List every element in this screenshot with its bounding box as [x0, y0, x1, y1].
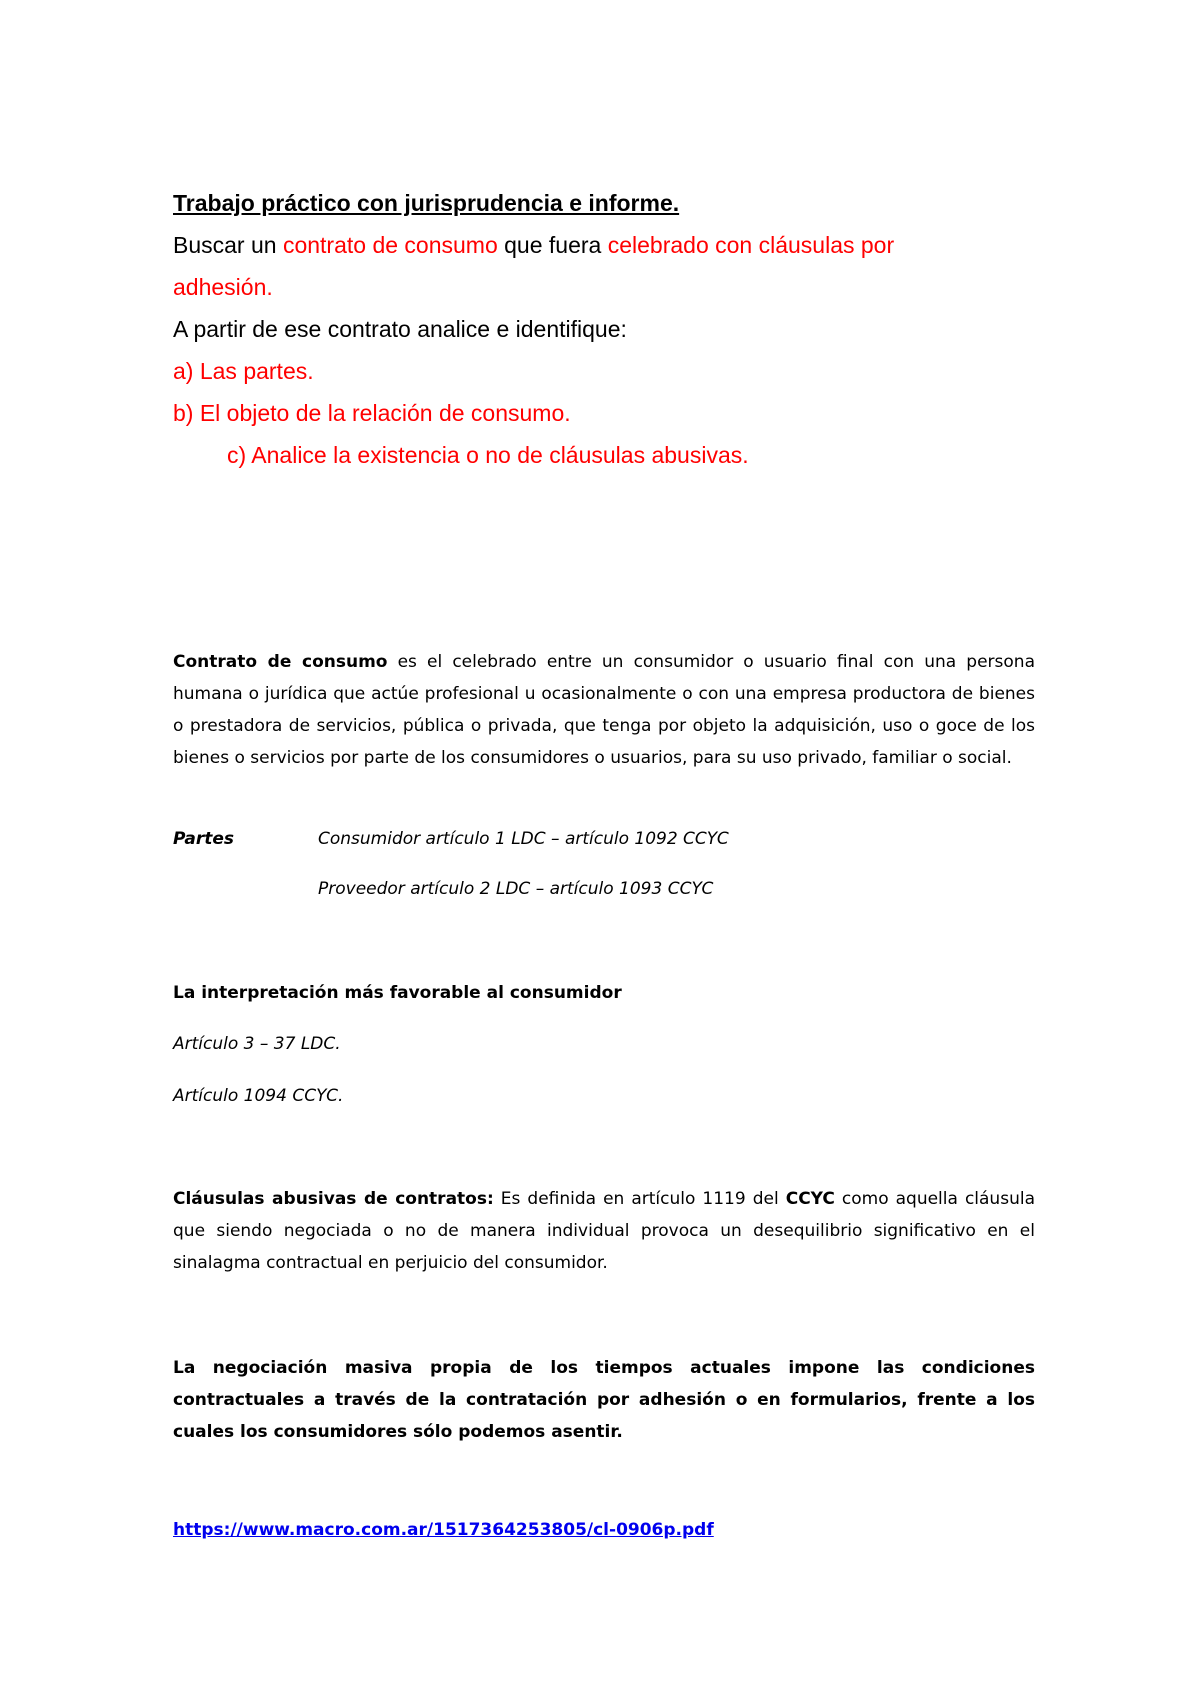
pdf-link[interactable]: https://www.macro.com.ar/1517364253805/cl-0906p.pdf	[173, 1520, 714, 1540]
assignment-title: Trabajo práctico con jurisprudencia e informe.	[173, 190, 680, 216]
clausulas-paragraph	[173, 1183, 1035, 1279]
item-b: b) El objeto de la relación de consumo.	[173, 400, 571, 426]
interpretacion-ref-2: Artículo 1094 CCYC.	[173, 1086, 344, 1106]
partes-proveedor: Proveedor artículo 2 LDC – artículo 1093 CCYC	[318, 879, 714, 899]
partes-row-1	[173, 829, 729, 849]
definition-paragraph	[173, 646, 1035, 774]
assignment-line-3: A partir de ese contrato analice e identifique:	[173, 316, 627, 342]
clausulas-ccyc: CCYC	[785, 1189, 835, 1209]
clausulas-term: Cláusulas abusivas de contratos:	[173, 1189, 494, 1209]
item-a: a) Las partes.	[173, 358, 314, 384]
line1-red-b: celebrado con cláusulas por	[607, 232, 895, 258]
clausulas-text-b: como aquella cláusula que siendo negociada o no de manera individual provoca un desequilibrio significativo en el sinalagma contractual en perjuicio del consumidor.	[173, 1189, 1035, 1273]
line1-red-a: contrato de consumo	[282, 232, 498, 258]
partes-label: Partes	[173, 829, 235, 849]
assignment-line-2: adhesión.	[173, 274, 273, 300]
interpretacion-heading: La interpretación más favorable al consumidor	[173, 983, 622, 1003]
line1-text-a: Buscar un	[173, 232, 283, 258]
line1-text-b: que fuera	[497, 232, 608, 258]
assignment-line-1	[173, 232, 894, 259]
definition-text: es el celebrado entre un consumidor o usuario final con una persona humana o jurídica que actúe profesional u ocasionalmente o con una empresa productora de bienes o prestadora de servicios, pública o privada, que tenga por objeto la adquisición, uso o goce de los bienes o servicios por parte de los consumidores o usuarios, para su uso privado, familiar o social.	[173, 652, 1036, 768]
definition-term: Contrato de consumo	[173, 652, 388, 672]
negociacion-paragraph: La negociación masiva propia de los tiempos actuales impone las condiciones contractuales a través de la contratación por adhesión o en formularios, frente a los cuales los consumidores sólo podemos asentir.	[173, 1358, 1035, 1442]
clausulas-text-a: Es definida en artículo 1119 del	[493, 1189, 786, 1209]
partes-consumidor: Consumidor artículo 1 LDC – artículo 1092 CCYC	[318, 829, 729, 849]
item-c: c) Analice la existencia o no de cláusulas abusivas.	[227, 442, 749, 468]
interpretacion-ref-1: Artículo 3 – 37 LDC.	[173, 1034, 341, 1054]
